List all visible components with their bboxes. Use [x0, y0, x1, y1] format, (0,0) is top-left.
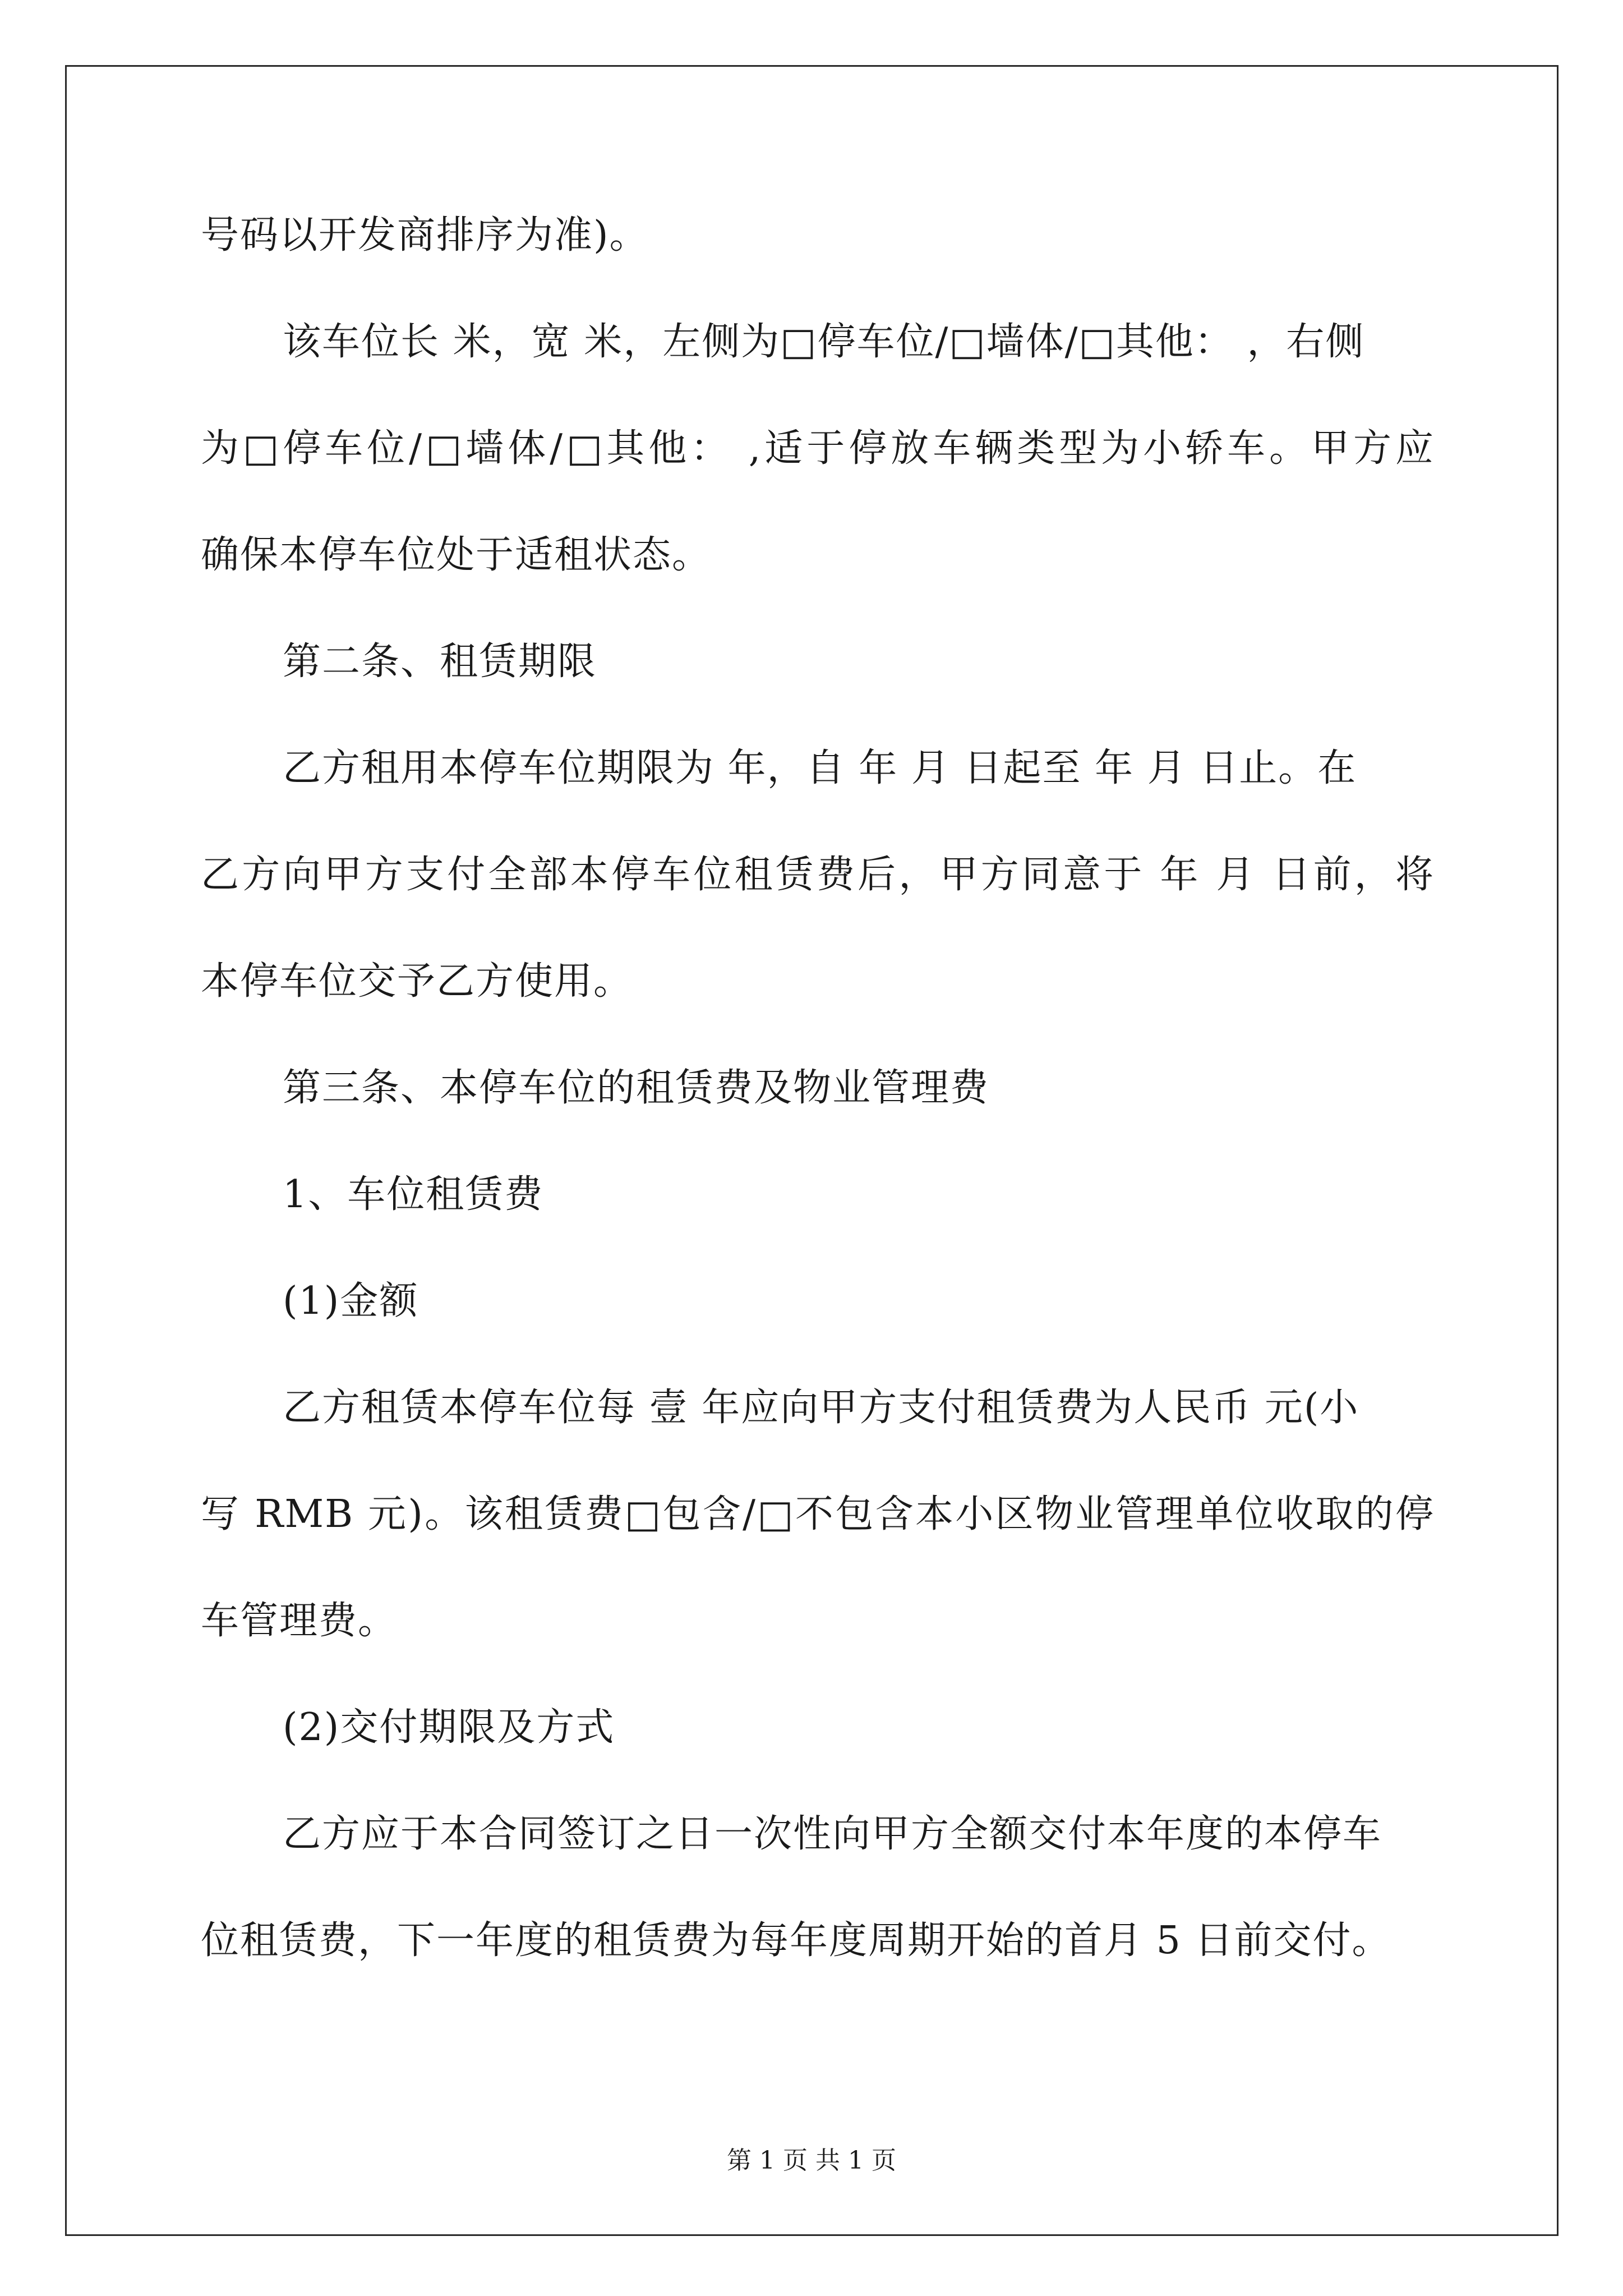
- text-line: 乙方租用本停车位期限为 年，自 年 月 日起至 年 月 日止。在: [283, 746, 1357, 790]
- text-line: 本停车位交予乙方使用。: [201, 959, 633, 1004]
- subsection-heading: 1、车位租赁费: [283, 1172, 544, 1217]
- subsection-heading: (1)金额: [283, 1279, 419, 1323]
- text-line: 写 RMB 元)。该租赁费□包含/□不包含本小区物业管理单位收取的停: [201, 1492, 1435, 1536]
- text-line: 乙方向甲方支付全部本停车位租赁费后，甲方同意于 年 月 日前，将: [201, 853, 1435, 897]
- subsection-heading: (2)交付期限及方式: [283, 1705, 615, 1750]
- text-line: 号码以开发商排序为准)。: [201, 213, 649, 257]
- text-line: 乙方租赁本停车位每 壹 年应向甲方支付租赁费为人民币 元(小: [283, 1386, 1359, 1430]
- section-heading: 第二条、租赁期限: [283, 639, 597, 684]
- section-heading: 第三条、本停车位的租赁费及物业管理费: [283, 1066, 990, 1110]
- text-line: 该车位长 米，宽 米，左侧为□停车位/□墙体/□其他： ，右侧: [283, 320, 1365, 364]
- text-line: 确保本停车位处于适租状态。: [201, 533, 712, 577]
- text-line: 为□停车位/□墙体/□其他： ,适于停放车辆类型为小轿车。甲方应: [201, 426, 1435, 471]
- text-line: 位租赁费，下一年度的租赁费为每年度周期开始的首月 5 日前交付。: [201, 1918, 1391, 1963]
- page-border: [65, 65, 1559, 2236]
- text-line: 车管理费。: [201, 1599, 398, 1643]
- page-footer: 第 1 页 共 1 页: [727, 2146, 896, 2175]
- text-line: 乙方应于本合同签订之日一次性向甲方全额交付本年度的本停车: [283, 1812, 1382, 1856]
